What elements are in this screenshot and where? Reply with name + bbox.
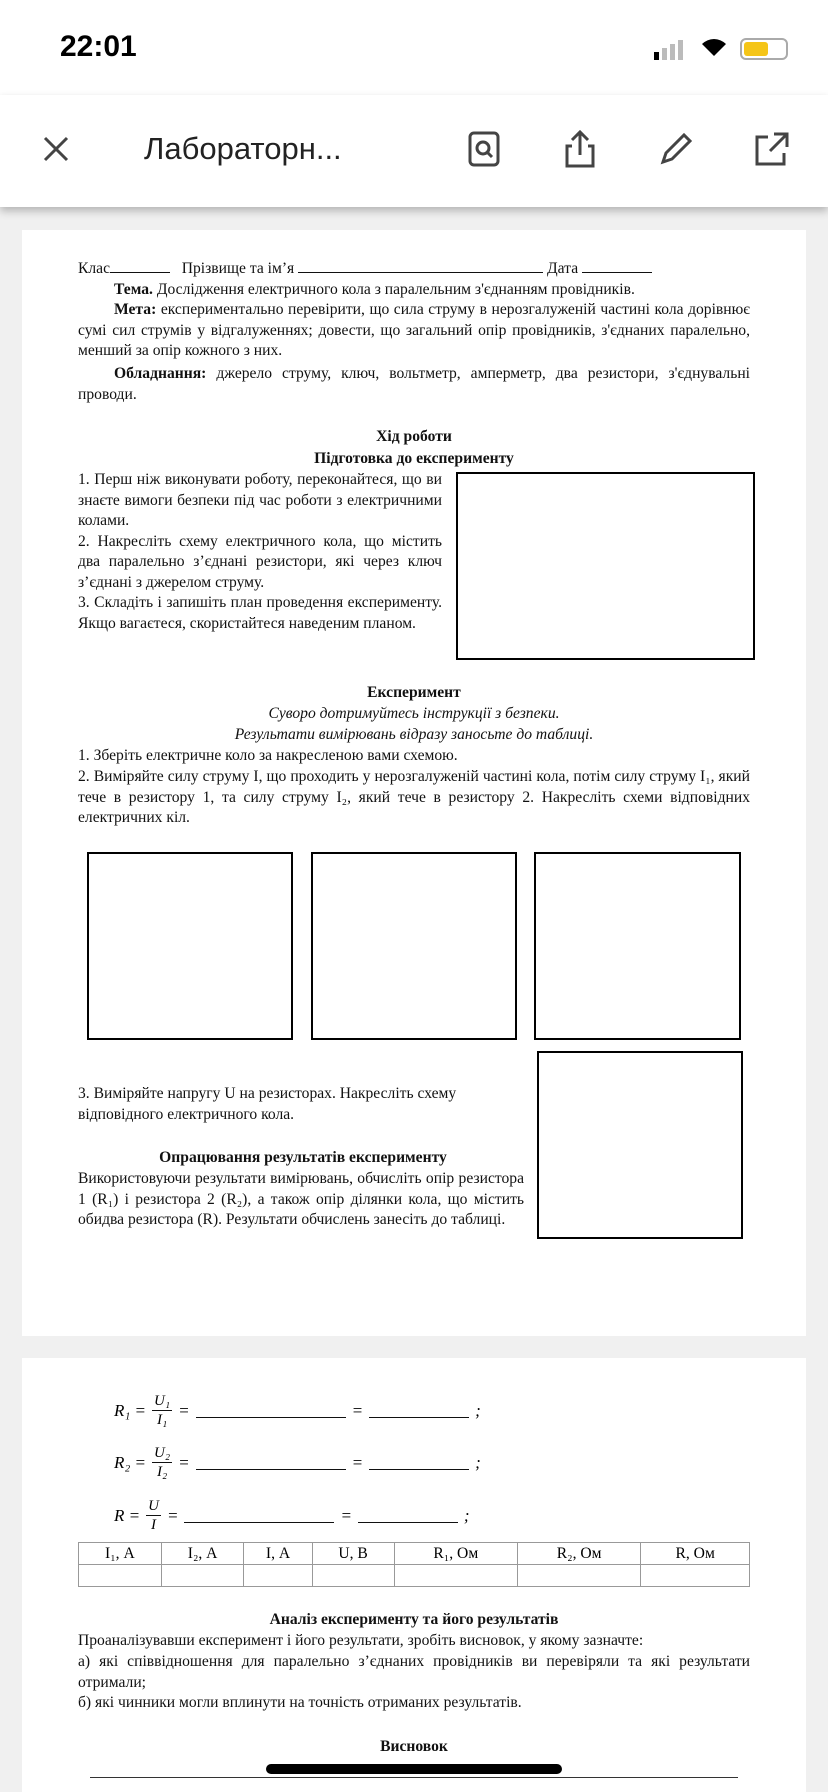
table-header: U, В <box>312 1543 394 1565</box>
table-row <box>79 1565 750 1587</box>
drawing-box-circuit-3 <box>534 852 741 1040</box>
formula-r2: R₂ = $\frac{\text{U₂}}{\text{I₂}}$ = = ; <box>114 1445 481 1480</box>
wifi-icon <box>700 36 728 65</box>
experiment-note-2: Результати вимірювань відразу заносьте до таблиці. <box>234 726 594 743</box>
analysis-intro: Проаналізувавши експеримент і його результати, зробіть висновок, у якому зазначте: <box>78 1632 644 1649</box>
analysis-a: а) які співвідношення для паралельно з’єднаних провідників ви перевіряли та які результати отримали; <box>78 1653 750 1691</box>
analysis-title: Аналіз експерименту та його результатів <box>269 1611 559 1628</box>
prep-steps: 1. Перш ніж виконувати роботу, переконайтеся, що ви знаєте вимоги безпеки під час роботи з електричними колами. 2. Накресліть схему електричного кола, що містить два паралельно з’єднані резистори, які через ключ з’єднані з джерелом струму. 3. Складіть і запишіть план проведення експерименту. Якщо вагаєтеся, скористайтеся наведеним планом. <box>78 471 442 632</box>
open-external-icon[interactable] <box>750 127 794 171</box>
table-header: R₁, Ом <box>394 1543 517 1565</box>
drawing-box-circuit-4 <box>537 1051 743 1239</box>
signal-icon <box>654 40 683 60</box>
edit-pencil-icon[interactable] <box>654 127 698 171</box>
document-title: Лабораторн... <box>144 131 342 166</box>
prep-title: Підготовка до експерименту <box>314 450 514 467</box>
close-icon[interactable] <box>34 127 78 171</box>
equipment: Обладнання: джерело струму, ключ, вольтметр, амперметр, два резистори, з'єднувальні проводи. <box>78 365 750 403</box>
experiment-step-3: 3. Виміряйте напругу U на резисторах. Накресліть схему відповідного електричного кола. <box>78 1085 457 1123</box>
table-header: R, Ом <box>641 1543 750 1565</box>
status-time: 22:01 <box>60 30 137 63</box>
header-fields <box>78 259 750 280</box>
formula-r1: R₁ = $\frac{\text{U₁}}{\text{I₁}}$ = = ; <box>114 1393 481 1428</box>
share-icon[interactable] <box>558 127 602 171</box>
processing-text: Використовуючи результати вимірювань, обчисліть опір резистора 1 (R₁) і резистора 2 (R₂), а також опір ділянки кола, що містить обидва резистора (R). Результати обчислень занесіть до таблиці. <box>78 1170 524 1228</box>
experiment-note-1: Суворо дотримуйтесь інструкції з безпеки. <box>268 705 560 722</box>
analysis-b: б) які чинники могли вплинути на точність отриманих результатів. <box>78 1694 522 1711</box>
processing-title: Опрацювання результатів експерименту <box>159 1149 447 1166</box>
table-header: I, А <box>244 1543 312 1565</box>
procedure-title: Хід роботи <box>376 428 452 445</box>
meta: Мета: експериментально перевірити, що сила струму в нерозгалуженій частині кола дорівнює сумі сил струмів у відгалуженнях; довести, що загальний опір провідників, з'єднаних паралельно, менший за опір кожного з них. <box>78 301 750 359</box>
battery-icon <box>740 38 788 60</box>
tema: Тема. Дослідження електричного кола з паралельним з'єднанням провідників. <box>114 281 635 298</box>
table-header: R₂, Ом <box>517 1543 640 1565</box>
status-bar <box>0 0 828 95</box>
table-header: I₂, А <box>161 1543 244 1565</box>
drawing-box-circuit-1 <box>87 852 293 1040</box>
home-indicator[interactable] <box>266 1764 562 1774</box>
table-header-row <box>79 1543 750 1565</box>
experiment-step-1: 1. Зберіть електричне коло за накресленою вами схемою. <box>78 747 458 764</box>
conclusion-line <box>90 1777 738 1778</box>
experiment-title: Експеримент <box>367 684 461 701</box>
table-header: I₁, А <box>79 1543 162 1565</box>
date-label: Дата <box>547 260 579 277</box>
conclusion-title: Висновок <box>380 1738 448 1755</box>
name-label: Прізвище та ім’я <box>181 260 295 277</box>
experiment-step-2: 2. Виміряйте силу струму I, що проходить у нерозгалуженій частині кола, потім силу струму I₁, який тече в резистору 1, та силу струму I₂, який тече в резистору 2. Накресліть схеми відповідних електричних кіл. <box>78 768 750 826</box>
search-document-icon[interactable] <box>462 127 506 171</box>
class-label: Клас <box>78 260 111 277</box>
results-table <box>78 1542 750 1587</box>
formula-r: R = $\frac{U}{I}$ = = ; <box>114 1498 470 1533</box>
app-toolbar <box>0 95 828 207</box>
drawing-box-plan <box>456 472 755 660</box>
drawing-box-circuit-2 <box>311 852 517 1040</box>
